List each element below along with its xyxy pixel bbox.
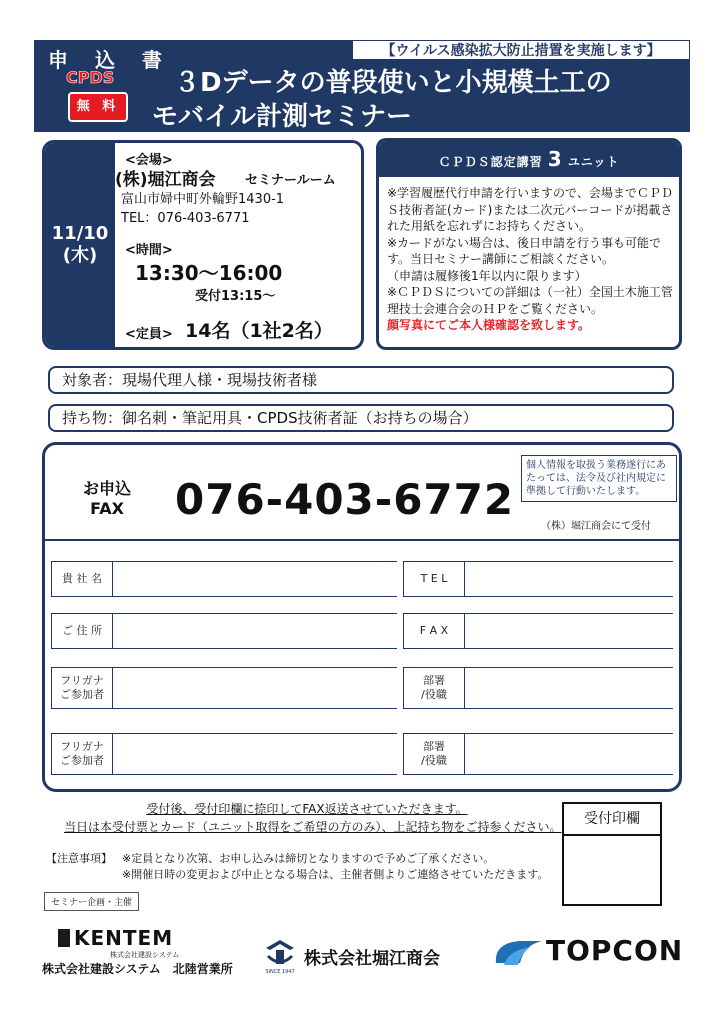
cpds-para2: ※カードがない場合は、後日申請を行う事も可能です。当日セミナー講師にご相談ください。 bbox=[387, 235, 662, 266]
kentem-company-name: 株式会社建設システム 北陸営業所 bbox=[42, 962, 233, 976]
page-title-line1: ３Dデータの普段使いと小規模土工の bbox=[174, 68, 612, 98]
form-divider bbox=[45, 539, 679, 541]
time-label: <時間> bbox=[125, 243, 173, 258]
notice-line1-text: 受付後、受付印欄に捺印してFAX返送させていただきます。 bbox=[146, 802, 468, 816]
stamp-title: 受付印欄 bbox=[564, 804, 660, 836]
horie-logo-icon bbox=[262, 938, 298, 974]
capacity-value: 14名（1社2名） bbox=[185, 320, 333, 342]
page-title-line2: モバイル計測セミナー bbox=[152, 102, 413, 132]
fax-form bbox=[42, 442, 682, 792]
privacy-note: 個人情報を取扱う業務遂行にあたっては、法令及び社内規定に準拠して行動いたします。 bbox=[521, 455, 677, 502]
dept2-label-a: 部署 bbox=[423, 740, 445, 753]
receipt-by: （株）堀江商会にて受付 bbox=[541, 521, 651, 532]
company-label: 貴 社 名 bbox=[51, 561, 113, 597]
cpds-header bbox=[379, 141, 679, 177]
planner-label: セミナー企画・主催 bbox=[44, 892, 139, 911]
apply-label: 申 込 書 bbox=[48, 48, 172, 72]
cpds-para4: ※ＣＰＤＳについての詳細は（一社）全国土木施工管理技士会連合会のＨＰをご覧ください。 bbox=[387, 285, 673, 316]
tel-field[interactable] bbox=[465, 561, 673, 597]
participant2-furigana: フリガナ bbox=[60, 740, 104, 753]
virus-note: 【ウイルス感染拡大防止措置を実施します】 bbox=[352, 40, 690, 60]
participant1-furigana: フリガナ bbox=[60, 674, 104, 687]
fax-field-label: F A X bbox=[403, 613, 465, 649]
dept2-field[interactable] bbox=[465, 733, 673, 775]
date-column bbox=[45, 143, 115, 347]
participant2-title: ご参加者 bbox=[60, 754, 104, 767]
kentem-logo-sub: 株式会社建設システム bbox=[110, 951, 180, 959]
dept1-label bbox=[403, 667, 465, 709]
dept1-field[interactable] bbox=[465, 667, 673, 709]
cpds-para3: （申請は履修後1年以内に限ります） bbox=[387, 268, 587, 283]
event-date: 11/10 bbox=[51, 223, 109, 244]
venue-address: 富山市婦中町外輪野1430-1 bbox=[121, 192, 285, 207]
venue-box bbox=[42, 140, 364, 350]
event-time: 13:30〜16:00 bbox=[135, 261, 283, 285]
stamp-box bbox=[562, 802, 662, 906]
venue-tel: TEL：076-403-6771 bbox=[121, 211, 250, 226]
event-weekday: (木) bbox=[62, 245, 98, 266]
caution-line2: ※開催日時の変更および中止となる場合は、主催者側よりご連絡させていただきます。 bbox=[122, 868, 549, 881]
cpds-para1: ※学習履歴代行申請を行いますので、会場までＣＰＤＳ技術者証(カード)または二次元バーコードが掲載された用紙を忘れずにお持ちください。 bbox=[387, 186, 673, 233]
caution-line1: ※定員となり次第、お申し込みは締切となりますので予めご了承ください。 bbox=[122, 852, 495, 865]
dept1-label-a: 部署 bbox=[423, 674, 445, 687]
horie-since: SINCE 1947 bbox=[265, 969, 295, 974]
caution-label: 【注意事項】 bbox=[46, 852, 112, 865]
participant2-label bbox=[51, 733, 113, 775]
venue-label: <会場> bbox=[125, 153, 173, 168]
fax-label bbox=[83, 479, 131, 519]
cpds-label: CPDS bbox=[66, 68, 115, 87]
free-badge: 無 料 bbox=[68, 92, 128, 122]
cpds-header-suffix: ユニット bbox=[567, 155, 620, 169]
cpds-header-prefix: ＣＰＤＳ認定講習 bbox=[438, 155, 543, 169]
cpds-box bbox=[376, 138, 682, 350]
dept2-label-b: /役職 bbox=[421, 754, 447, 767]
dept2-label bbox=[403, 733, 465, 775]
target-bar: 対象者：現場代理人様・現場技術者様 bbox=[48, 366, 674, 394]
cpds-units: 3 bbox=[547, 147, 563, 171]
cpds-body bbox=[387, 185, 677, 334]
topcon-logo-icon bbox=[490, 937, 544, 969]
address-label: ご 住 所 bbox=[51, 613, 113, 649]
topcon-logo: TOPCON bbox=[546, 934, 684, 967]
cpds-red-note: 顔写真にてご本人様確認を致します。 bbox=[387, 318, 591, 332]
company-field[interactable] bbox=[113, 561, 397, 597]
fax-label-line1: お申込 bbox=[83, 479, 132, 498]
dept1-label-b: /役職 bbox=[421, 688, 447, 701]
kentem-logo: KENTEM bbox=[74, 926, 174, 950]
items-bar: 持ち物：御名刺・筆記用具・CPDS技術者証（お持ちの場合） bbox=[48, 404, 674, 432]
participant1-title: ご参加者 bbox=[60, 688, 104, 701]
reception-time: 受付13:15〜 bbox=[195, 289, 276, 304]
participant2-field[interactable] bbox=[113, 733, 397, 775]
capacity-label: <定員> bbox=[125, 327, 173, 342]
fax-label-line2: FAX bbox=[90, 499, 124, 518]
participant1-label bbox=[51, 667, 113, 709]
participant1-field[interactable] bbox=[113, 667, 397, 709]
venue-name: (株)堀江商会 bbox=[115, 170, 216, 190]
tel-label: T E L bbox=[403, 561, 465, 597]
header-banner bbox=[34, 40, 690, 132]
venue-room: セミナールーム bbox=[245, 173, 336, 188]
kentem-logo-icon bbox=[58, 929, 70, 947]
notice-line2: 当日は本受付票とカード（ユニット取得をご希望の方のみ）、上記持ち物をご持参ください。 bbox=[64, 820, 562, 834]
horie-company-name: 株式会社堀江商会 bbox=[304, 949, 440, 969]
address-field[interactable] bbox=[113, 613, 397, 649]
fax-number: 076-403-6772 bbox=[175, 475, 515, 524]
fax-field[interactable] bbox=[465, 613, 673, 649]
